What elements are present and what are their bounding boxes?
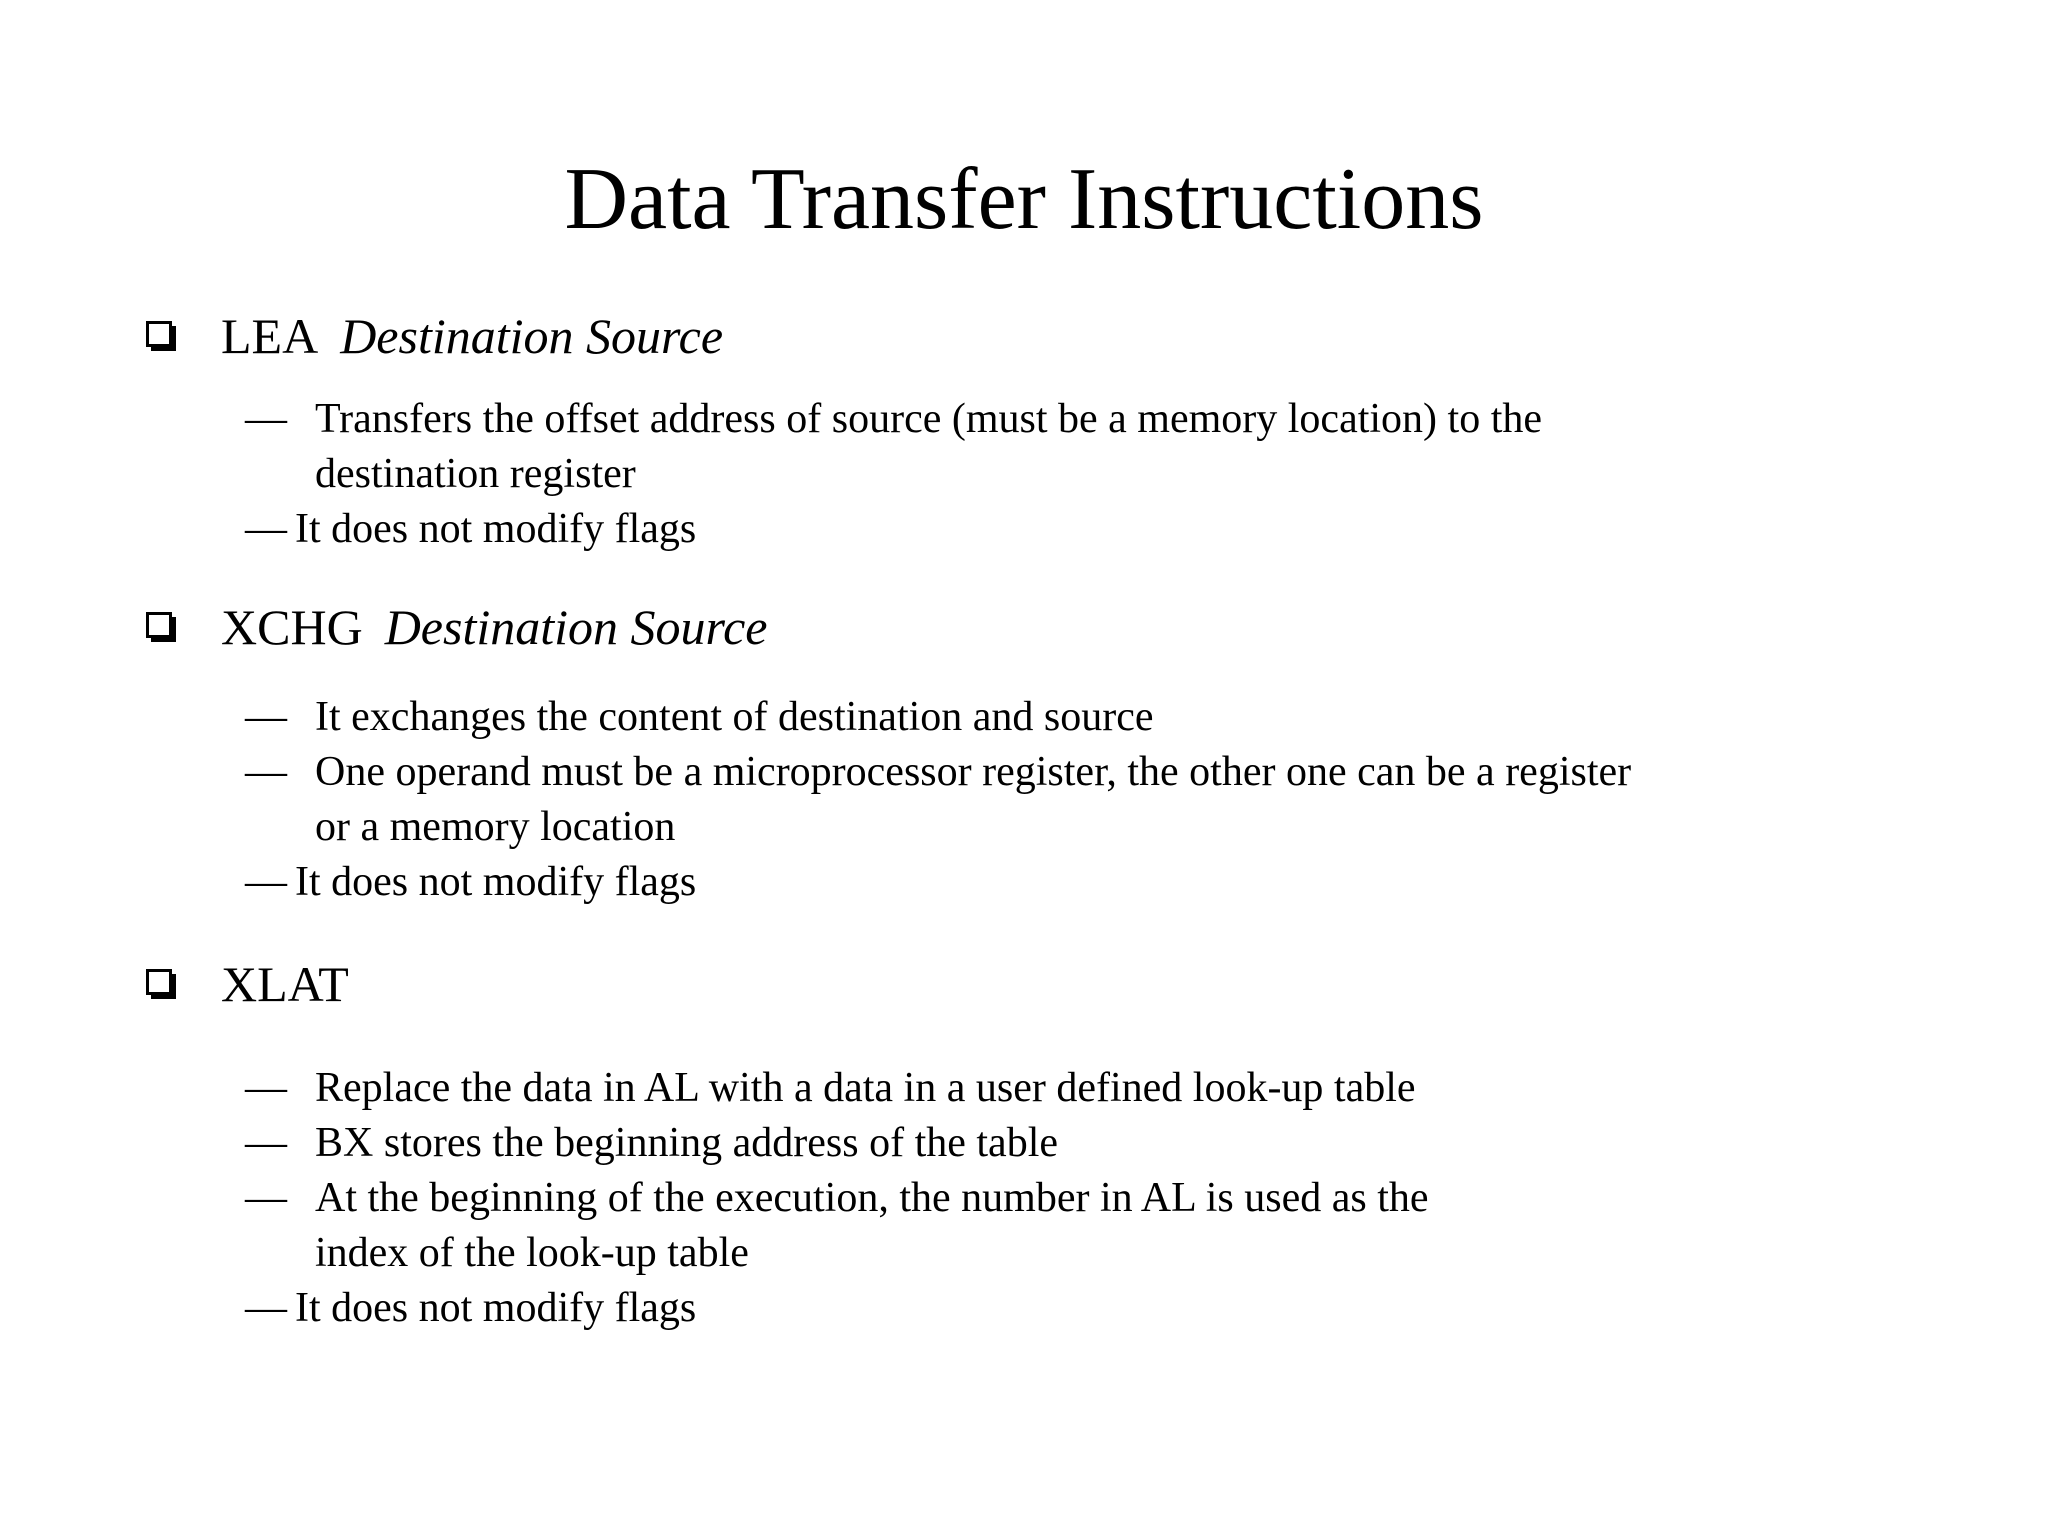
dash-marker: — bbox=[245, 1065, 287, 1111]
list-item: — It exchanges the content of destination and source bbox=[245, 690, 1631, 745]
list-item-footer: — It does not modify flags bbox=[245, 859, 697, 905]
list-item: — One operand must be a microprocessor register, the other one can be a register or a memory location bbox=[245, 745, 1631, 855]
section-lea-heading bbox=[146, 306, 723, 366]
list-item: — BX stores the beginning address of the table bbox=[245, 1116, 1429, 1171]
dash-marker: — bbox=[245, 749, 287, 795]
list-item: — Transfers the offset address of source (must be a memory location) to the destination register bbox=[245, 392, 1542, 502]
instruction-mnemonic: LEA bbox=[221, 308, 319, 364]
list-item-footer: — It does not modify flags bbox=[245, 1285, 697, 1331]
instruction-mnemonic: XLAT bbox=[221, 956, 349, 1012]
instruction-operands: Destination Source bbox=[384, 599, 768, 655]
section-xlat-details bbox=[245, 1061, 1429, 1336]
dash-marker: — bbox=[245, 859, 287, 905]
section-xchg-heading bbox=[146, 597, 768, 657]
dash-marker: — bbox=[245, 1175, 287, 1221]
section-xlat-heading bbox=[146, 954, 371, 1014]
dash-marker: — bbox=[245, 396, 287, 442]
list-item: — Replace the data in AL with a data in a user defined look-up table bbox=[245, 1061, 1429, 1116]
instruction-operands: Destination Source bbox=[340, 308, 724, 364]
instruction-mnemonic: XCHG bbox=[221, 599, 363, 655]
dash-marker: — bbox=[245, 1285, 287, 1331]
checkbox-icon bbox=[146, 969, 176, 999]
section-xchg-details bbox=[245, 690, 1631, 910]
checkbox-icon bbox=[146, 321, 176, 351]
dash-marker: — bbox=[245, 694, 287, 740]
dash-marker: — bbox=[245, 506, 287, 552]
list-item: — At the beginning of the execution, the number in AL is used as the index of the look-up table bbox=[245, 1171, 1429, 1281]
section-lea-details bbox=[245, 392, 1542, 557]
slide-title: Data Transfer Instructions bbox=[564, 151, 1484, 248]
dash-marker: — bbox=[245, 1120, 287, 1166]
checkbox-icon bbox=[146, 612, 176, 642]
list-item-footer: — It does not modify flags bbox=[245, 506, 697, 552]
